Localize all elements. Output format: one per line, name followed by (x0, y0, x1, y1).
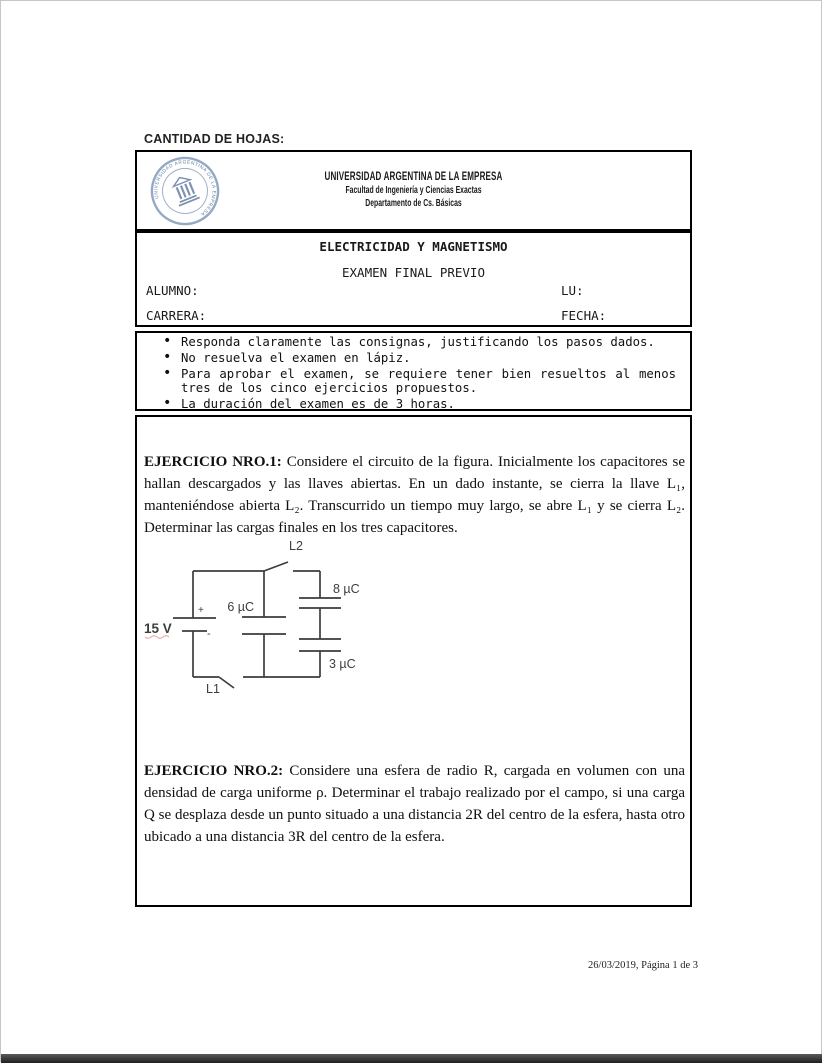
circuit-figure (142, 537, 372, 705)
lu-label: LU: (561, 283, 584, 298)
page-footer: 26/03/2019, Página 1 de 3 (588, 960, 698, 971)
switch-L2-blade (264, 562, 288, 571)
university-seal (149, 155, 221, 227)
exercise-2-text: Considere una esfera de radio R, cargada en volumen con una densidad de carga uniforme ρ. Determinar el trabajo realizado por el campo, si una carga Q se desplaza desde un punto situado a una distancia 2R del centro de la esfera, hasta otro ubicado a una distancia 3R del centro de la esfera. (144, 763, 685, 845)
instruction-item: • No resuelva el examen en lápiz. (161, 352, 676, 366)
instruction-item: • La duración del examen es de 3 horas. (161, 398, 676, 412)
switch-L1-label: L1 (206, 682, 220, 696)
exercise-2 (144, 760, 685, 848)
exercise-1-text: Considere el circuito de la figura. Inicialmente los capacitores se hallan descargados y las llaves abiertas. En un dado instante, se cierra la llave L₁, manteniéndose abierta L₂. Transcurrido un tiempo muy largo, se abre L₁ y se cierra L₂. Determinar las cargas finales en los tres capacitores. (144, 454, 685, 536)
instruction-item: • Responda claramente las consignas, justificando los pasos dados. (161, 336, 676, 350)
seal-text: UNIVERSIDAD ARGENTINA DE LA EMPRESA (154, 160, 216, 217)
capacitor-3uC-plates (299, 639, 341, 651)
capacitor-6uC-label: 6 µC (227, 600, 254, 614)
instructions-box (135, 331, 692, 411)
capacitor-8uC-label: 8 µC (333, 582, 360, 596)
instructions-list (137, 333, 690, 411)
date-label: FECHA: (561, 308, 607, 323)
exercises-box (135, 415, 692, 907)
capacitor-3uC-label: 3 µC (329, 657, 356, 671)
faculty-name: Facultad de Ingeniería y Ciencias Exactas (345, 185, 482, 196)
student-name-label: ALUMNO: (146, 283, 199, 298)
capacitor-8uC-plates (299, 598, 341, 608)
career-label: CARRERA: (146, 308, 207, 323)
exercise-2-label: EJERCICIO NRO.2: (144, 763, 284, 779)
battery-minus-sign: - (207, 628, 211, 640)
exercise-1 (144, 451, 685, 539)
university-header (220, 171, 607, 210)
battery-plus-sign: + (198, 605, 204, 616)
university-name: UNIVERSIDAD ARGENTINA DE LA EMPRESA (324, 171, 503, 183)
department-name: Departamento de Cs. Básicas (365, 198, 462, 209)
exercise-1-label: EJERCICIO NRO.1: (144, 454, 282, 470)
capacitor-6uC-plates (242, 617, 286, 634)
switch-L2-label: L2 (289, 539, 303, 553)
exam-type: EXAMEN FINAL PREVIO (342, 265, 485, 280)
exam-title-box (135, 231, 692, 327)
switch-L1-blade (219, 677, 234, 688)
battery-voltage-label: 15 V (144, 621, 172, 636)
sheet-count-label: CANTIDAD DE HOJAS: (144, 132, 285, 146)
course-title: ELECTRICIDAD Y MAGNETISMO (319, 239, 508, 254)
header-box (135, 150, 692, 231)
spellcheck-squiggle (145, 636, 169, 639)
instruction-item: • Para aprobar el examen, se requiere tener bien resueltos al menos tres de los cinco ejercicios propuestos. (161, 368, 676, 395)
seal-outer-ring (149, 155, 221, 227)
